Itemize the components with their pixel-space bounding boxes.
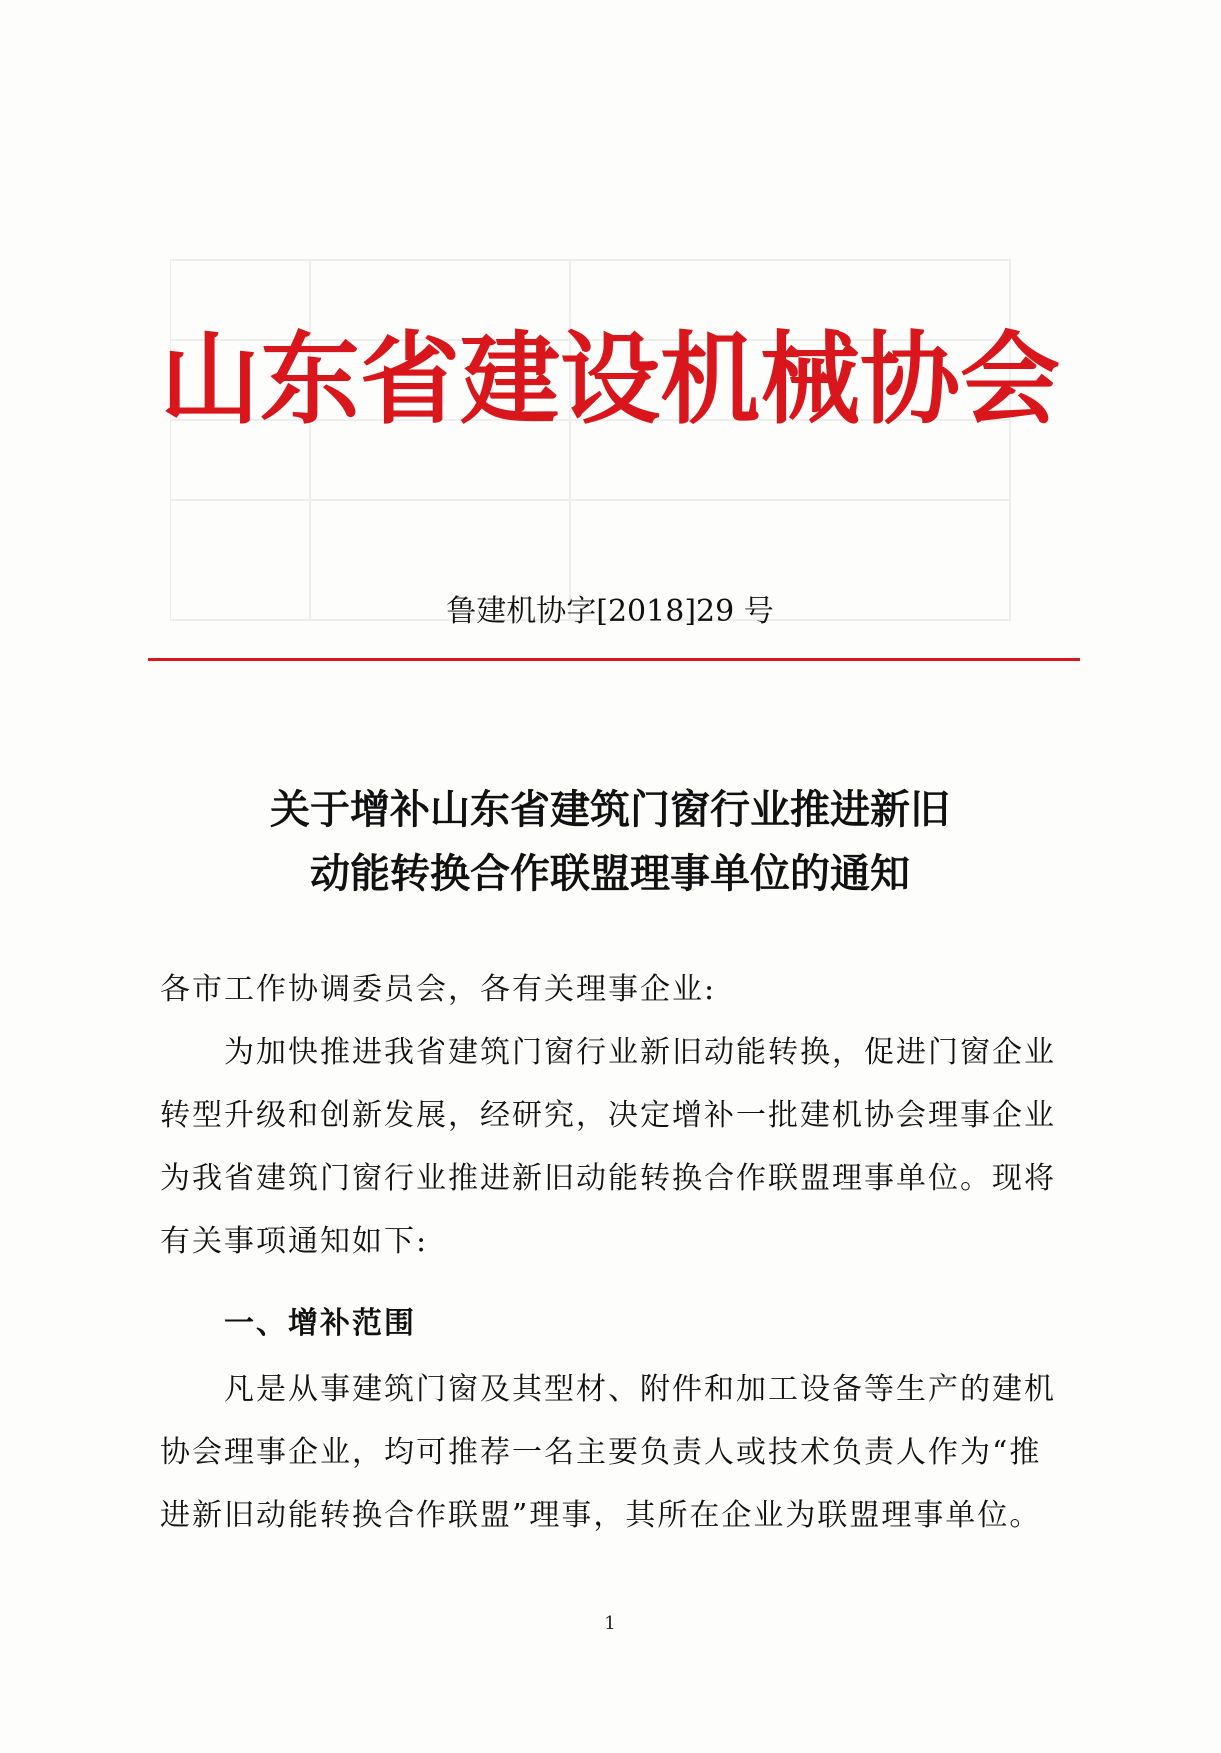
section-1-paragraph: 凡是从事建筑门窗及其型材、附件和加工设备等生产的建机协会理事企业，均可推荐一名主要负责人或技术负责人作为“推进新旧动能转换合作联盟”理事，其所在企业为联盟理事单位。 [160,1372,1056,1533]
intro-paragraph: 为加快推进我省建筑门窗行业新旧动能转换，促进门窗企业转型升级和创新发展，经研究，决定增补一批建机协会理事企业为我省建筑门窗行业推进新旧动能转换合作联盟理事单位。现将有关事项通知如下: [160,1035,1056,1259]
notice-title [150,778,1070,906]
letterhead-organization-name: 山东省建设机械协会 [160,321,1060,438]
notice-title-line-1: 关于增补山东省建筑门窗行业推进新旧 [270,787,950,833]
notice-title-line-2: 动能转换合作联盟理事单位的通知 [310,851,910,897]
letterhead-red-rule [148,658,1080,661]
document-number: 鲁建机协字[2018]29 号 [446,594,774,629]
salutation: 各市工作协调委员会，各有关理事企业: [160,972,717,1007]
page-number: 1 [604,1613,616,1634]
section-1-heading: 一、增补范围 [224,1306,416,1341]
